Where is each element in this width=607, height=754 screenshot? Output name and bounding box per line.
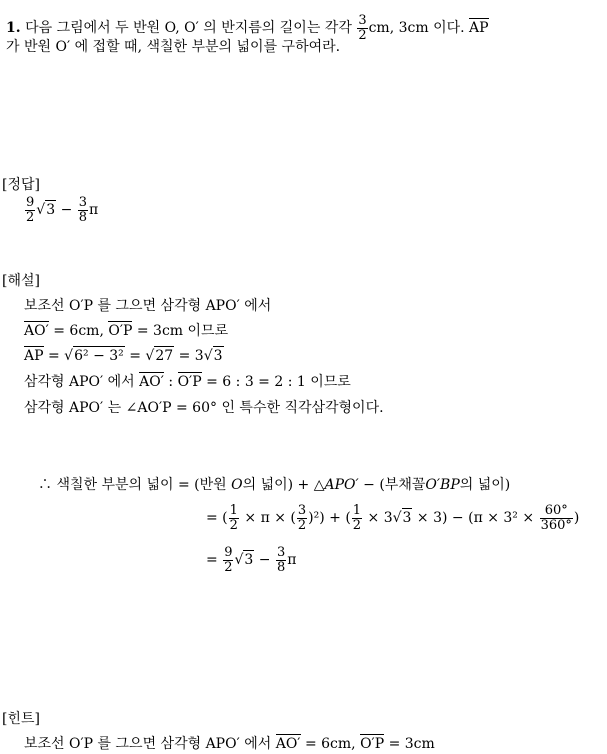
area-row-1: ∴ 색칠한 부분의 넓이 = (반원 O의 넓이) + △APO′ − (부채꼴O′BP의 넓이) xyxy=(38,477,511,493)
segment-op: O′P xyxy=(177,374,202,390)
hint-line: 보조선 O′P 를 그으면 삼각형 APO′ 에서 AO′ = 6cm, O′P = 3cm xyxy=(24,736,435,752)
fraction: $\frac{9}{2}$ xyxy=(224,545,233,575)
problem-line-2: 가 반원 O′ 에 접할 때, 색칠한 부분의 넓이를 구하여라. xyxy=(6,39,341,55)
fraction: $\frac{60^\circ}{360^\circ}$ xyxy=(540,503,572,533)
segment-ao: AO′ xyxy=(24,323,49,339)
fraction-three-halves: $\frac{3}{2}$ xyxy=(358,13,367,43)
solution-line-5: 삼각형 APO′ 는 ∠AO′P = 60° 인 특수한 직각삼각형이다. xyxy=(24,400,384,416)
solution-line-3: AP = √6² − 3² = √27 = 3√3 xyxy=(24,348,223,364)
answer-expression xyxy=(24,196,98,224)
hint-heading: [힌트] xyxy=(2,711,40,727)
fraction: $\frac{1}{2}$ xyxy=(229,503,238,533)
fraction: $\frac{3}{2}$ xyxy=(297,503,307,533)
area-row-2: = ( $\frac{1}{2}$ × π × ( $\frac{3}{2}$ )²) + ( $\frac{1}{2}$ × 3√3 × 3) − (π × 3² × $\frac{60^\circ}{360^\circ}$ ) xyxy=(206,503,580,533)
segment-ao: AO′ xyxy=(139,374,164,390)
segment-op: O′P xyxy=(108,323,133,339)
area-row-3: = $\frac{9}{2}$ √3 − $\frac{3}{8}$ π xyxy=(206,545,297,575)
problem-number: 1. xyxy=(6,20,21,37)
sqrt-symbol: √ xyxy=(36,202,46,219)
sqrt-symbol: √ xyxy=(145,348,155,364)
therefore-symbol: ∴ xyxy=(38,477,52,493)
problem-text-1: 다음 그림에서 두 반원 O, O′ 의 반지름의 길이는 각각 xyxy=(25,20,352,37)
fraction: $\frac{9}{2}$ xyxy=(26,195,35,225)
segment-op: O′P xyxy=(360,736,385,752)
solution-line-2: AO′ = 6cm, O′P = 3cm 이므로 xyxy=(24,323,229,339)
answer-heading: [정답] xyxy=(2,177,40,193)
solution-heading: [해설] xyxy=(2,273,40,289)
fraction: $\frac{3}{8}$ xyxy=(276,545,286,575)
problem-text-2: cm, 3cm 이다. xyxy=(368,20,465,37)
pi-symbol: π xyxy=(89,202,99,219)
segment-ap: AP xyxy=(469,20,489,37)
sqrt-symbol: √ xyxy=(392,510,402,527)
solution-line-4: 삼각형 APO′ 에서 AO′ : O′P = 6 : 3 = 2 : 1 이므로 xyxy=(24,374,351,390)
fraction: $\frac{3}{8}$ xyxy=(78,195,88,225)
solution-line-1: 보조선 O′P 를 그으면 삼각형 APO′ 에서 xyxy=(24,298,272,314)
sqrt-symbol: √ xyxy=(64,348,74,364)
segment-ap: AP xyxy=(24,348,44,364)
minus-sign: − xyxy=(60,202,73,219)
radicand: 3 xyxy=(46,202,56,219)
sqrt-symbol: √ xyxy=(234,552,244,569)
segment-ao: AO′ xyxy=(275,736,301,752)
sqrt-symbol: √ xyxy=(203,348,213,364)
fraction: $\frac{1}{2}$ xyxy=(352,503,362,533)
